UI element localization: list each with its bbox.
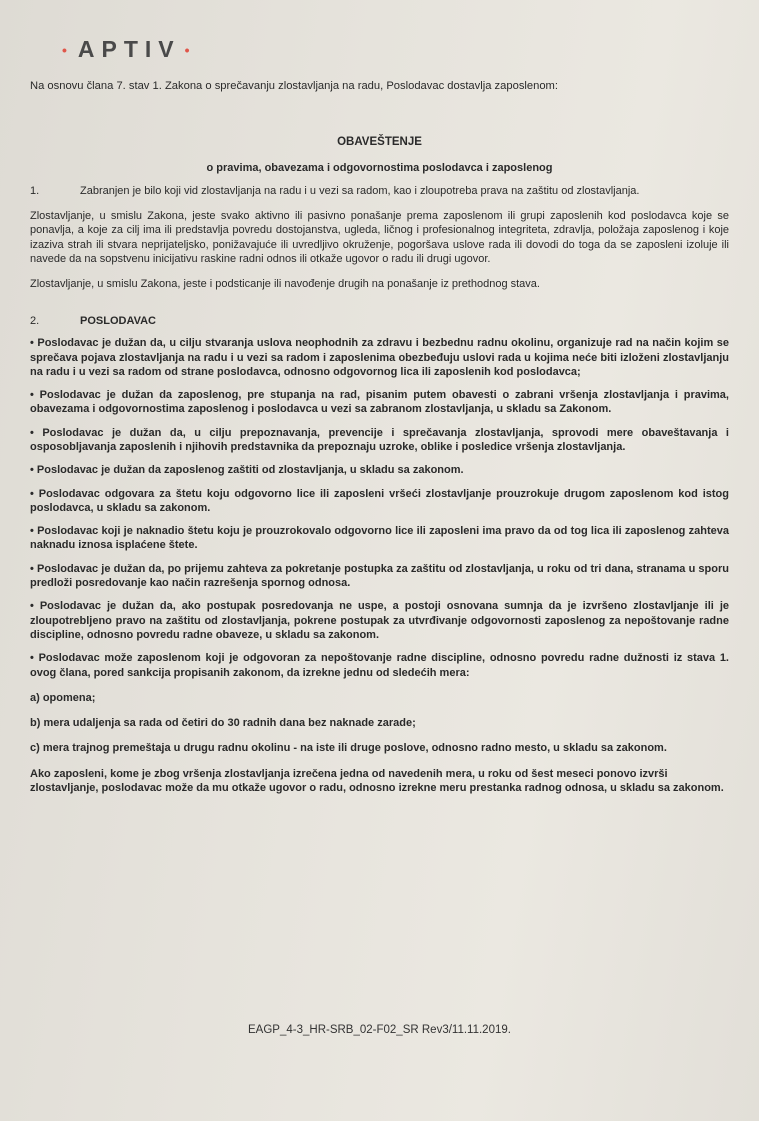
list-item: • Poslodavac je dužan da zaposlenog zaštiti od zlostavljanja, u skladu sa zakonom. bbox=[30, 464, 464, 477]
measure-item: c) mera trajnog premeštaja u drugu radnu okolinu - na iste ili druge poslove, odnosno radno mesto, u skladu sa zakonom. bbox=[30, 742, 667, 755]
list-item: • Poslodavac odgovara za štetu koju odgovorno lice ili zaposleni vršeći zlostavljanje prouzrokuje drugom zaposlenom kod istog poslodavca, u skladu sa zakonom. bbox=[30, 487, 729, 514]
logo-text: APTIV bbox=[77, 36, 181, 62]
list-item: • Poslodavac je dužan da, po prijemu zahteva za pokretanje postupka za zaštitu od zlostavljanja, u roku od tri dana, stranama u sporu predloži posredovanje kao način razrešenja spornog odnosa. bbox=[30, 562, 729, 590]
list-item: • Poslodavac je dužan da, u cilju stvaranja uslova neophodnih za zdravu i bezbednu radnu okolinu, organizuje rad na način kojim se sprečava pojava zlostavljanja na radu i u vezi sa radom i zaposlenima obezbeđuju uslovi rada u kojima neće biti izloženi zlostavljanju na radu i u vezi sa radom od strane poslodavca, odnosno odgovornog lica ili zaposlenih kod poslodavca; bbox=[30, 337, 729, 378]
section-1 bbox=[30, 184, 729, 199]
measure-item: a) opomena; bbox=[30, 691, 96, 704]
list-item: • Poslodavac može zaposlenom koji je odgovoran za nepoštovanje radne discipline, odnosno povredu radne dužnosti iz stava 1. ovog člana, pored sankcija propisanih zakonom, da izrekne jednu od sledećih mera: bbox=[30, 652, 729, 679]
list-item: • Poslodavac koji je naknadio štetu koju je prouzrokovalo odgovorno lice ili zaposleni ima pravo da od tog lica ili zaposlenog zahteva naknadu iznosa isplaćene štete. bbox=[30, 525, 729, 552]
list-item: • Poslodavac je dužan da, ako postupak posredovanja ne uspe, a postoji osnovana sumnja da je izvršeno zlostavljanje ili je zloupotrebljeno pravo na zaštitu od zlostavljanja, pokrene postupak za utvrđivanje odgovornosti zaposlenog za nepoštovanje radne discipline, odnosno povredu radne obaveze, u skladu sa zakonom. bbox=[30, 600, 729, 641]
section-2-title: POSLODAVAC bbox=[80, 315, 156, 328]
section-2-heading bbox=[30, 315, 729, 327]
document-code: EAGP_4-3_HR-SRB_02-F02_SR Rev3/11.11.2019. bbox=[248, 1024, 511, 1036]
logo-dot-icon: • bbox=[184, 41, 197, 58]
list-item: • Poslodavac je dužan da, u cilju prepoznavanja, prevencije i sprečavanja zlostavljanja, sprovodi mere obaveštavanja i osposobljavanja zaposlenih i njihovih predstavnika da prepoznaju uzroke, oblike i posledice vršenja zlostavljanja. bbox=[30, 426, 729, 453]
section-number: 2. bbox=[30, 315, 40, 328]
section-1-paragraph-1: Zlostavljanje, u smislu Zakona, jeste svako aktivno ili pasivno ponašanje prema zaposlenom ili grupi zaposlenih kod poslodavca koje se ponavlja, a koje za cilj ima ili predstavlja povredu dostojanstva, ugleda, ličnog i profesionalnog integriteta, zdravlja, položaja zaposlenog i koje izaziva strah ili stvara neprijateljsko, ponižavajuće ili uvredljivo okruženje, pogoršava uslove rada ili dovodi do toga da se zaposleni izoluje ili navede da na sopstvenu inicijativu raskine radni odnos ili otkaže ugovor o radu ili drugi ugovor. bbox=[30, 209, 729, 266]
list-item: • Poslodavac je dužan da zaposlenog, pre stupanja na rad, pisanim putem obavesti o zabrani vršenja zlostavljanja i pravima, obavezama i odgovornostima zaposlenog i poslodavca u vezi sa zabranom zlostavljanja, u skladu sa Zakonom. bbox=[30, 389, 729, 416]
company-logo bbox=[58, 36, 729, 63]
document-subtitle: o pravima, obavezama i odgovornostima poslodavca i zaposlenog bbox=[206, 162, 553, 175]
measure-item: b) mera udaljenja sa rada od četiri do 30 radnih dana bez naknade zarade; bbox=[30, 717, 416, 730]
intro-text: Na osnovu člana 7. stav 1. Zakona o sprečavanju zlostavljanja na radu, Poslodavac dostavlja zaposlenom: bbox=[30, 80, 558, 92]
document-title: OBAVEŠTENJE bbox=[337, 136, 422, 149]
employer-obligations-list bbox=[30, 336, 729, 680]
section-1-paragraph-2: Zlostavljanje, u smislu Zakona, jeste i podsticanje ili navođenje drugih na ponašanje iz prethodnog stava. bbox=[30, 277, 540, 290]
section-1-text: Zabranjen je bilo koji vid zlostavljanja na radu i u vezi sa radom, kao i zloupotreba prava na zaštitu od zlostavljanja. bbox=[80, 185, 640, 198]
logo-dot-icon: • bbox=[62, 41, 74, 58]
section-number: 1. bbox=[30, 185, 40, 198]
closing-paragraph: Ako zaposleni, kome je zbog vršenja zlostavljanja izrečena jedna od navedenih mera, u roku od šest meseci ponovo izvrši zlostavljanje, poslodavac može da mu otkaže ugovor o radu, odnosno izrekne meru prestanka radnog odnosa, u skladu sa zakonom. bbox=[30, 767, 724, 795]
